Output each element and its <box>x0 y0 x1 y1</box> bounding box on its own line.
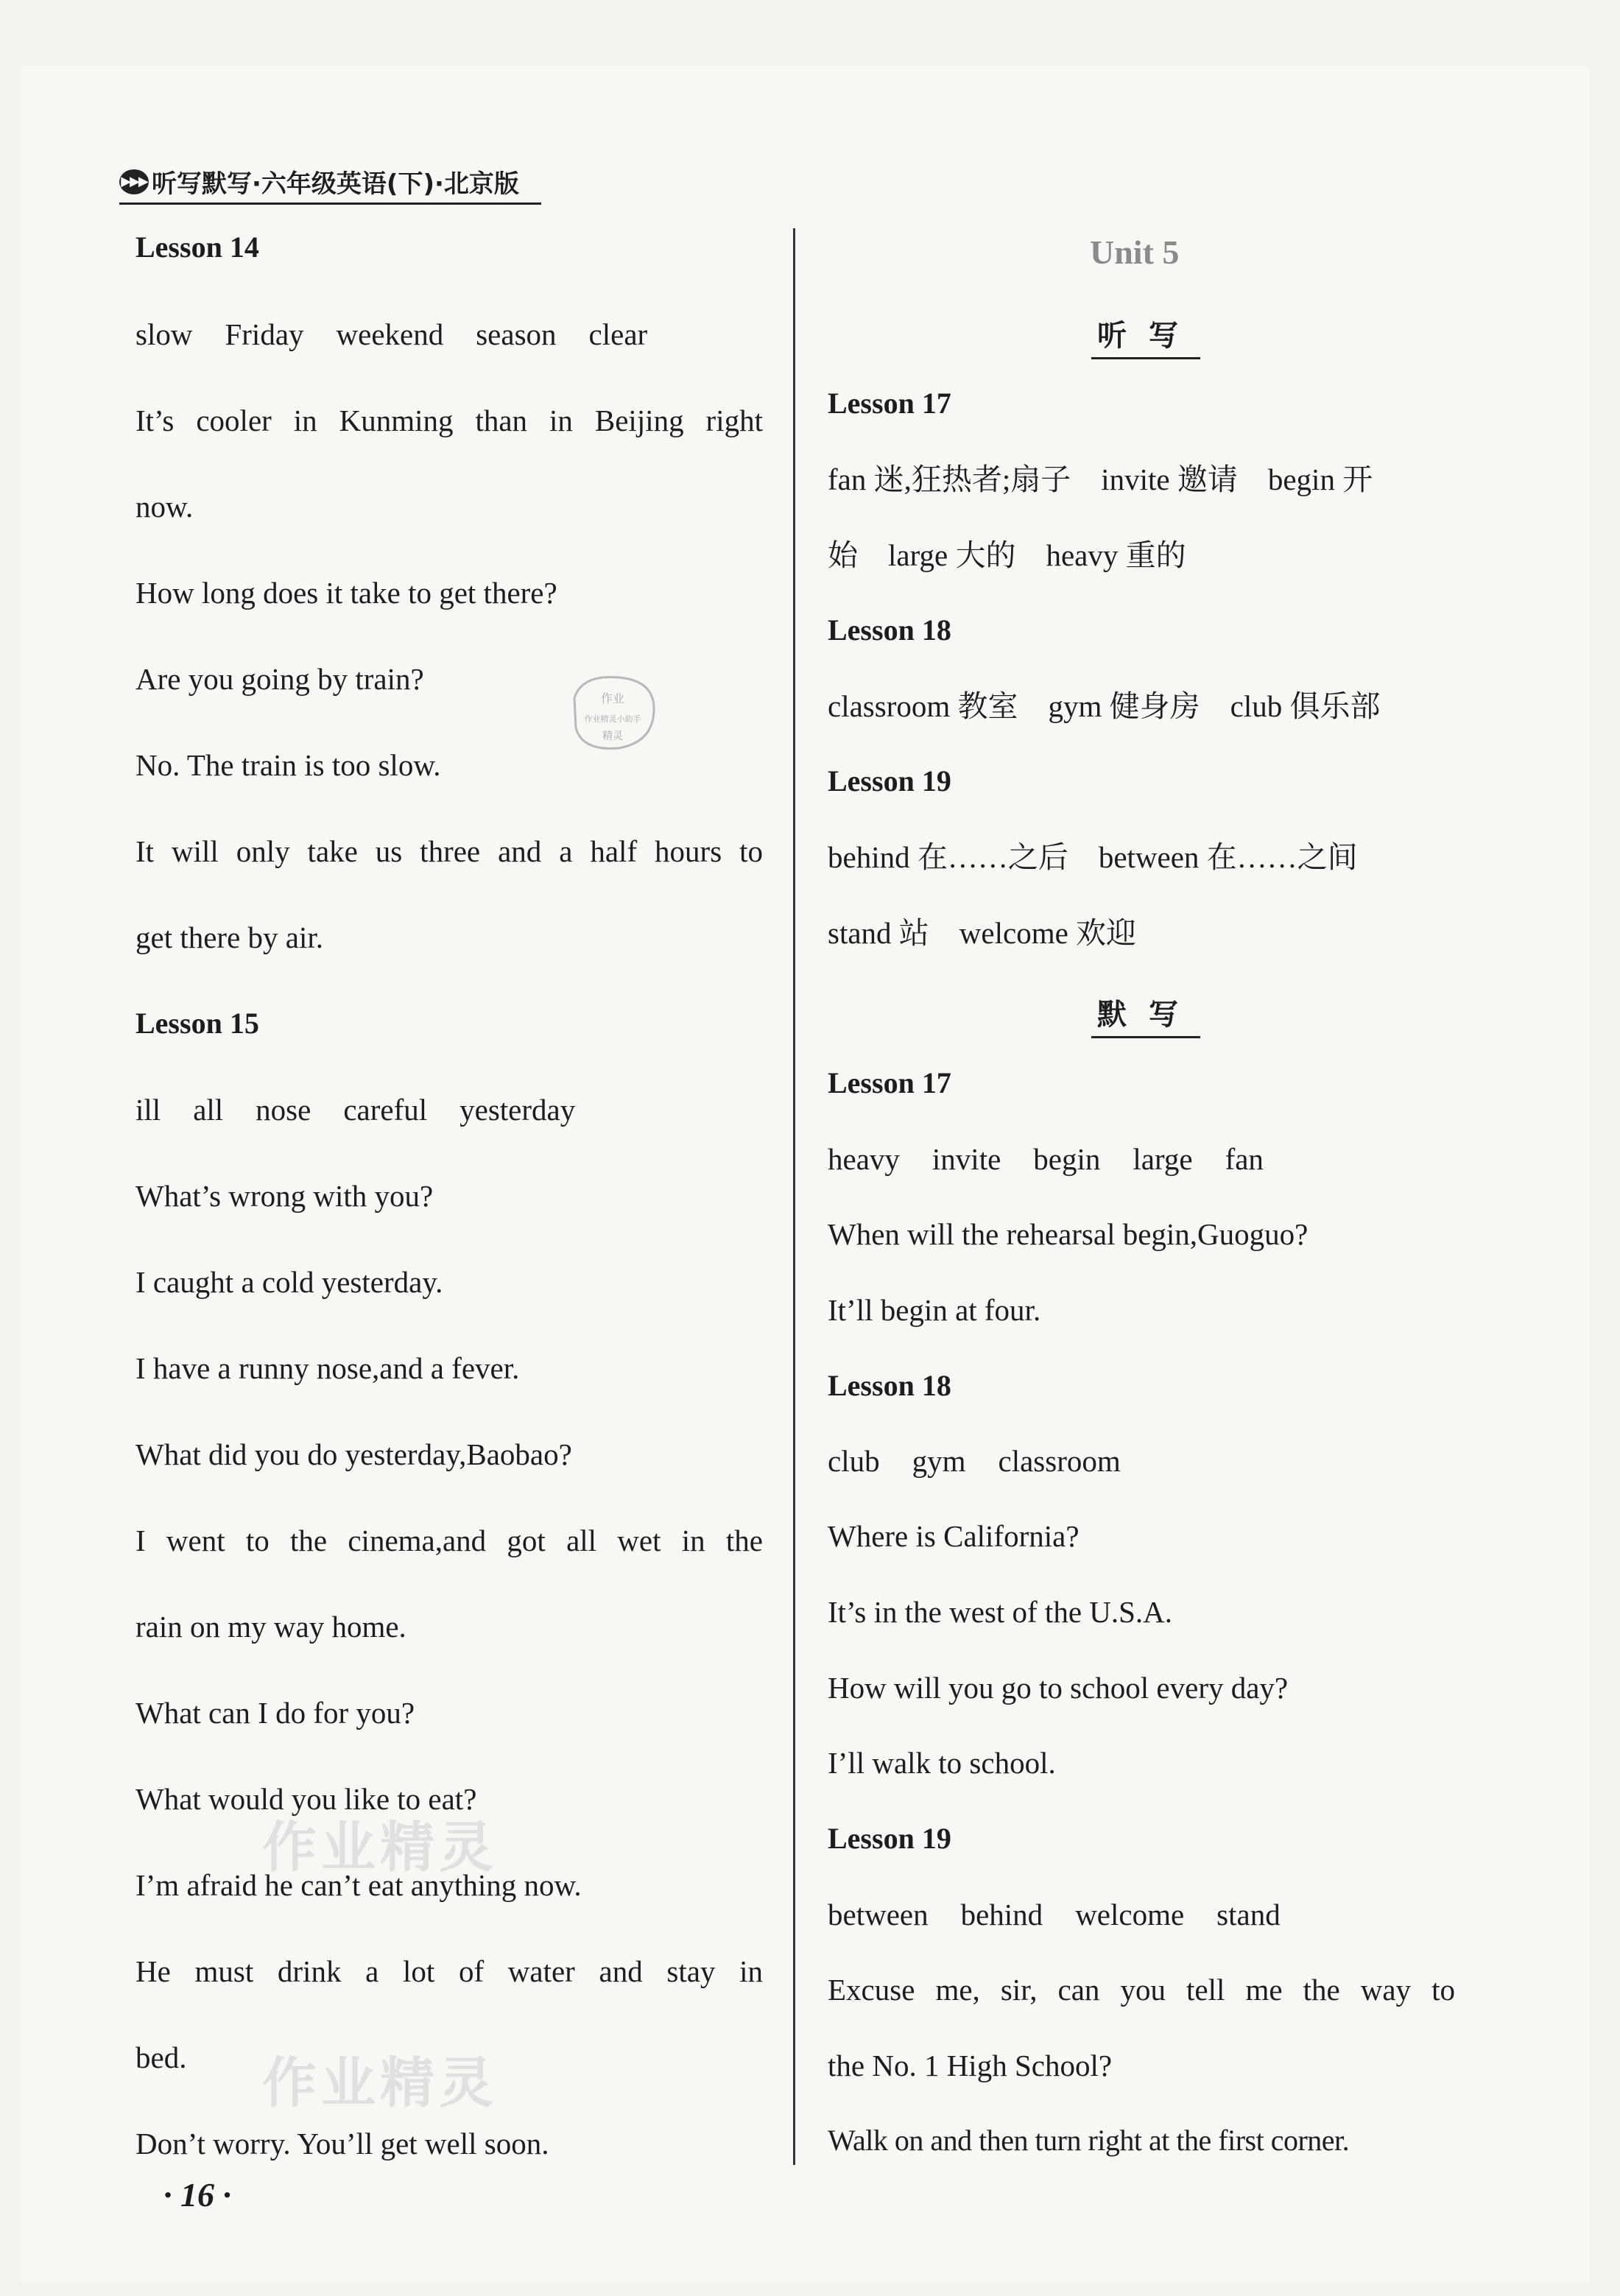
watermark: 作业精灵 <box>262 2052 498 2115</box>
word: all <box>193 1093 224 1127</box>
watermark: 作业精灵 <box>262 1816 498 1879</box>
page-number: · 16 · <box>163 2176 231 2214</box>
sentence: Where is California? <box>828 1519 1080 1553</box>
sentence: It’s in the west of the U.S.A. <box>828 1595 1173 1629</box>
lesson-19-word-list <box>828 1900 1313 1930</box>
lesson-14-title: Lesson 14 <box>135 230 259 264</box>
sentence: Don’t worry. You’ll get well soon. <box>135 2127 549 2161</box>
section-title-recall: 默写 <box>1091 991 1200 1038</box>
sentence: It’s cooler in Kunming than in Beijing right <box>135 404 763 437</box>
word: clear <box>588 317 648 351</box>
word: begin <box>1033 1142 1101 1176</box>
section-title-dictation: 听写 <box>1091 312 1200 359</box>
sentence: It will only take us three and a half hours to <box>135 834 763 868</box>
word: gym <box>912 1444 966 1478</box>
header-title: 听写默写·六年级英语(下)·北京版 <box>152 169 519 199</box>
sentence: How long does it take to get there? <box>135 576 557 610</box>
sentence: I have a runny nose,and a fever. <box>135 1351 520 1385</box>
word: welcome <box>1075 1898 1185 1931</box>
sentence: I’m afraid he can’t eat anything now. <box>135 1868 582 1902</box>
sentence: bed. <box>135 2040 187 2074</box>
sentence: How will you go to school every day? <box>828 1671 1289 1705</box>
word: fan <box>1225 1142 1264 1176</box>
lesson-17-title: Lesson 17 <box>828 387 951 420</box>
watermark-stamp-icon <box>560 669 663 757</box>
word: ill <box>135 1093 161 1127</box>
unit-title: Unit 5 <box>1090 233 1180 271</box>
word: classroom <box>998 1444 1121 1478</box>
word: yesterday <box>459 1093 576 1127</box>
sentence: It’ll begin at four. <box>828 1293 1041 1327</box>
lesson-18-title: Lesson 18 <box>828 613 951 647</box>
word: stand <box>1216 1898 1281 1931</box>
stamp-line-2: 作业精灵小助手 <box>584 714 641 724</box>
vocab-line: fan 迷,狂热者;扇子 invite 邀请 begin 开 <box>828 462 1373 496</box>
word: slow <box>135 317 193 351</box>
vocab-line: behind 在……之后 between 在……之间 <box>828 840 1358 874</box>
sentence: What would you like to eat? <box>135 1782 477 1816</box>
sentence: What’s wrong with you? <box>135 1179 434 1213</box>
word: Friday <box>225 317 304 351</box>
word: heavy <box>828 1142 900 1176</box>
lesson-15-word-list <box>135 1095 608 1125</box>
sentence: I’ll walk to school. <box>828 1746 1056 1780</box>
page-header <box>119 163 541 205</box>
word: club <box>828 1444 880 1478</box>
vocab-line: 始 large 大的 heavy 重的 <box>828 538 1186 572</box>
sentence: Walk on and then turn right at the first corner. <box>828 2124 1350 2157</box>
page-sheet <box>21 66 1589 2283</box>
word: weekend <box>336 317 444 351</box>
sentence: now. <box>135 490 194 524</box>
sentence: I went to the cinema,and got all wet in the <box>135 1524 763 1557</box>
vocab-line: stand 站 welcome 欢迎 <box>828 916 1137 950</box>
sentence: get there by air. <box>135 920 324 954</box>
lesson-19-title: Lesson 19 <box>828 764 951 797</box>
sentence: What can I do for you? <box>135 1696 415 1730</box>
lesson-14-word-list <box>135 317 680 351</box>
word: careful <box>343 1093 428 1127</box>
sentence: No. The train is too slow. <box>135 748 441 782</box>
lesson-19-title: Lesson 19 <box>828 1822 951 1855</box>
word: invite <box>932 1142 1001 1176</box>
sentence: Are you going by train? <box>135 662 424 696</box>
sentence: I caught a cold yesterday. <box>135 1265 443 1299</box>
lesson-18-word-list <box>828 1446 1153 1476</box>
stamp-line-1: 作业 <box>600 691 625 705</box>
lesson-17-word-list <box>828 1144 1296 1175</box>
lesson-17-title: Lesson 17 <box>828 1066 951 1099</box>
sentence: rain on my way home. <box>135 1610 406 1644</box>
sentence: He must drink a lot of water and stay in <box>135 1954 763 1988</box>
word: season <box>476 317 557 351</box>
word: nose <box>256 1093 311 1127</box>
arrows-logo-icon: ▶▶▶ <box>119 169 149 194</box>
vocab-line: classroom 教室 gym 健身房 club 俱乐部 <box>828 689 1381 723</box>
sentence: the No. 1 High School? <box>828 2049 1113 2082</box>
sentence: When will the rehearsal begin,Guoguo? <box>828 1217 1309 1251</box>
word: behind <box>960 1898 1043 1931</box>
stamp-line-3: 精灵 <box>602 730 623 742</box>
word: between <box>828 1898 929 1931</box>
word: large <box>1133 1142 1193 1176</box>
lesson-15-title: Lesson 15 <box>135 1007 259 1040</box>
sentence: Excuse me, sir, can you tell me the way to <box>828 1973 1455 2007</box>
sentence: What did you do yesterday,Baobao? <box>135 1437 572 1471</box>
column-divider <box>793 228 795 2165</box>
lesson-18-title: Lesson 18 <box>828 1369 951 1402</box>
